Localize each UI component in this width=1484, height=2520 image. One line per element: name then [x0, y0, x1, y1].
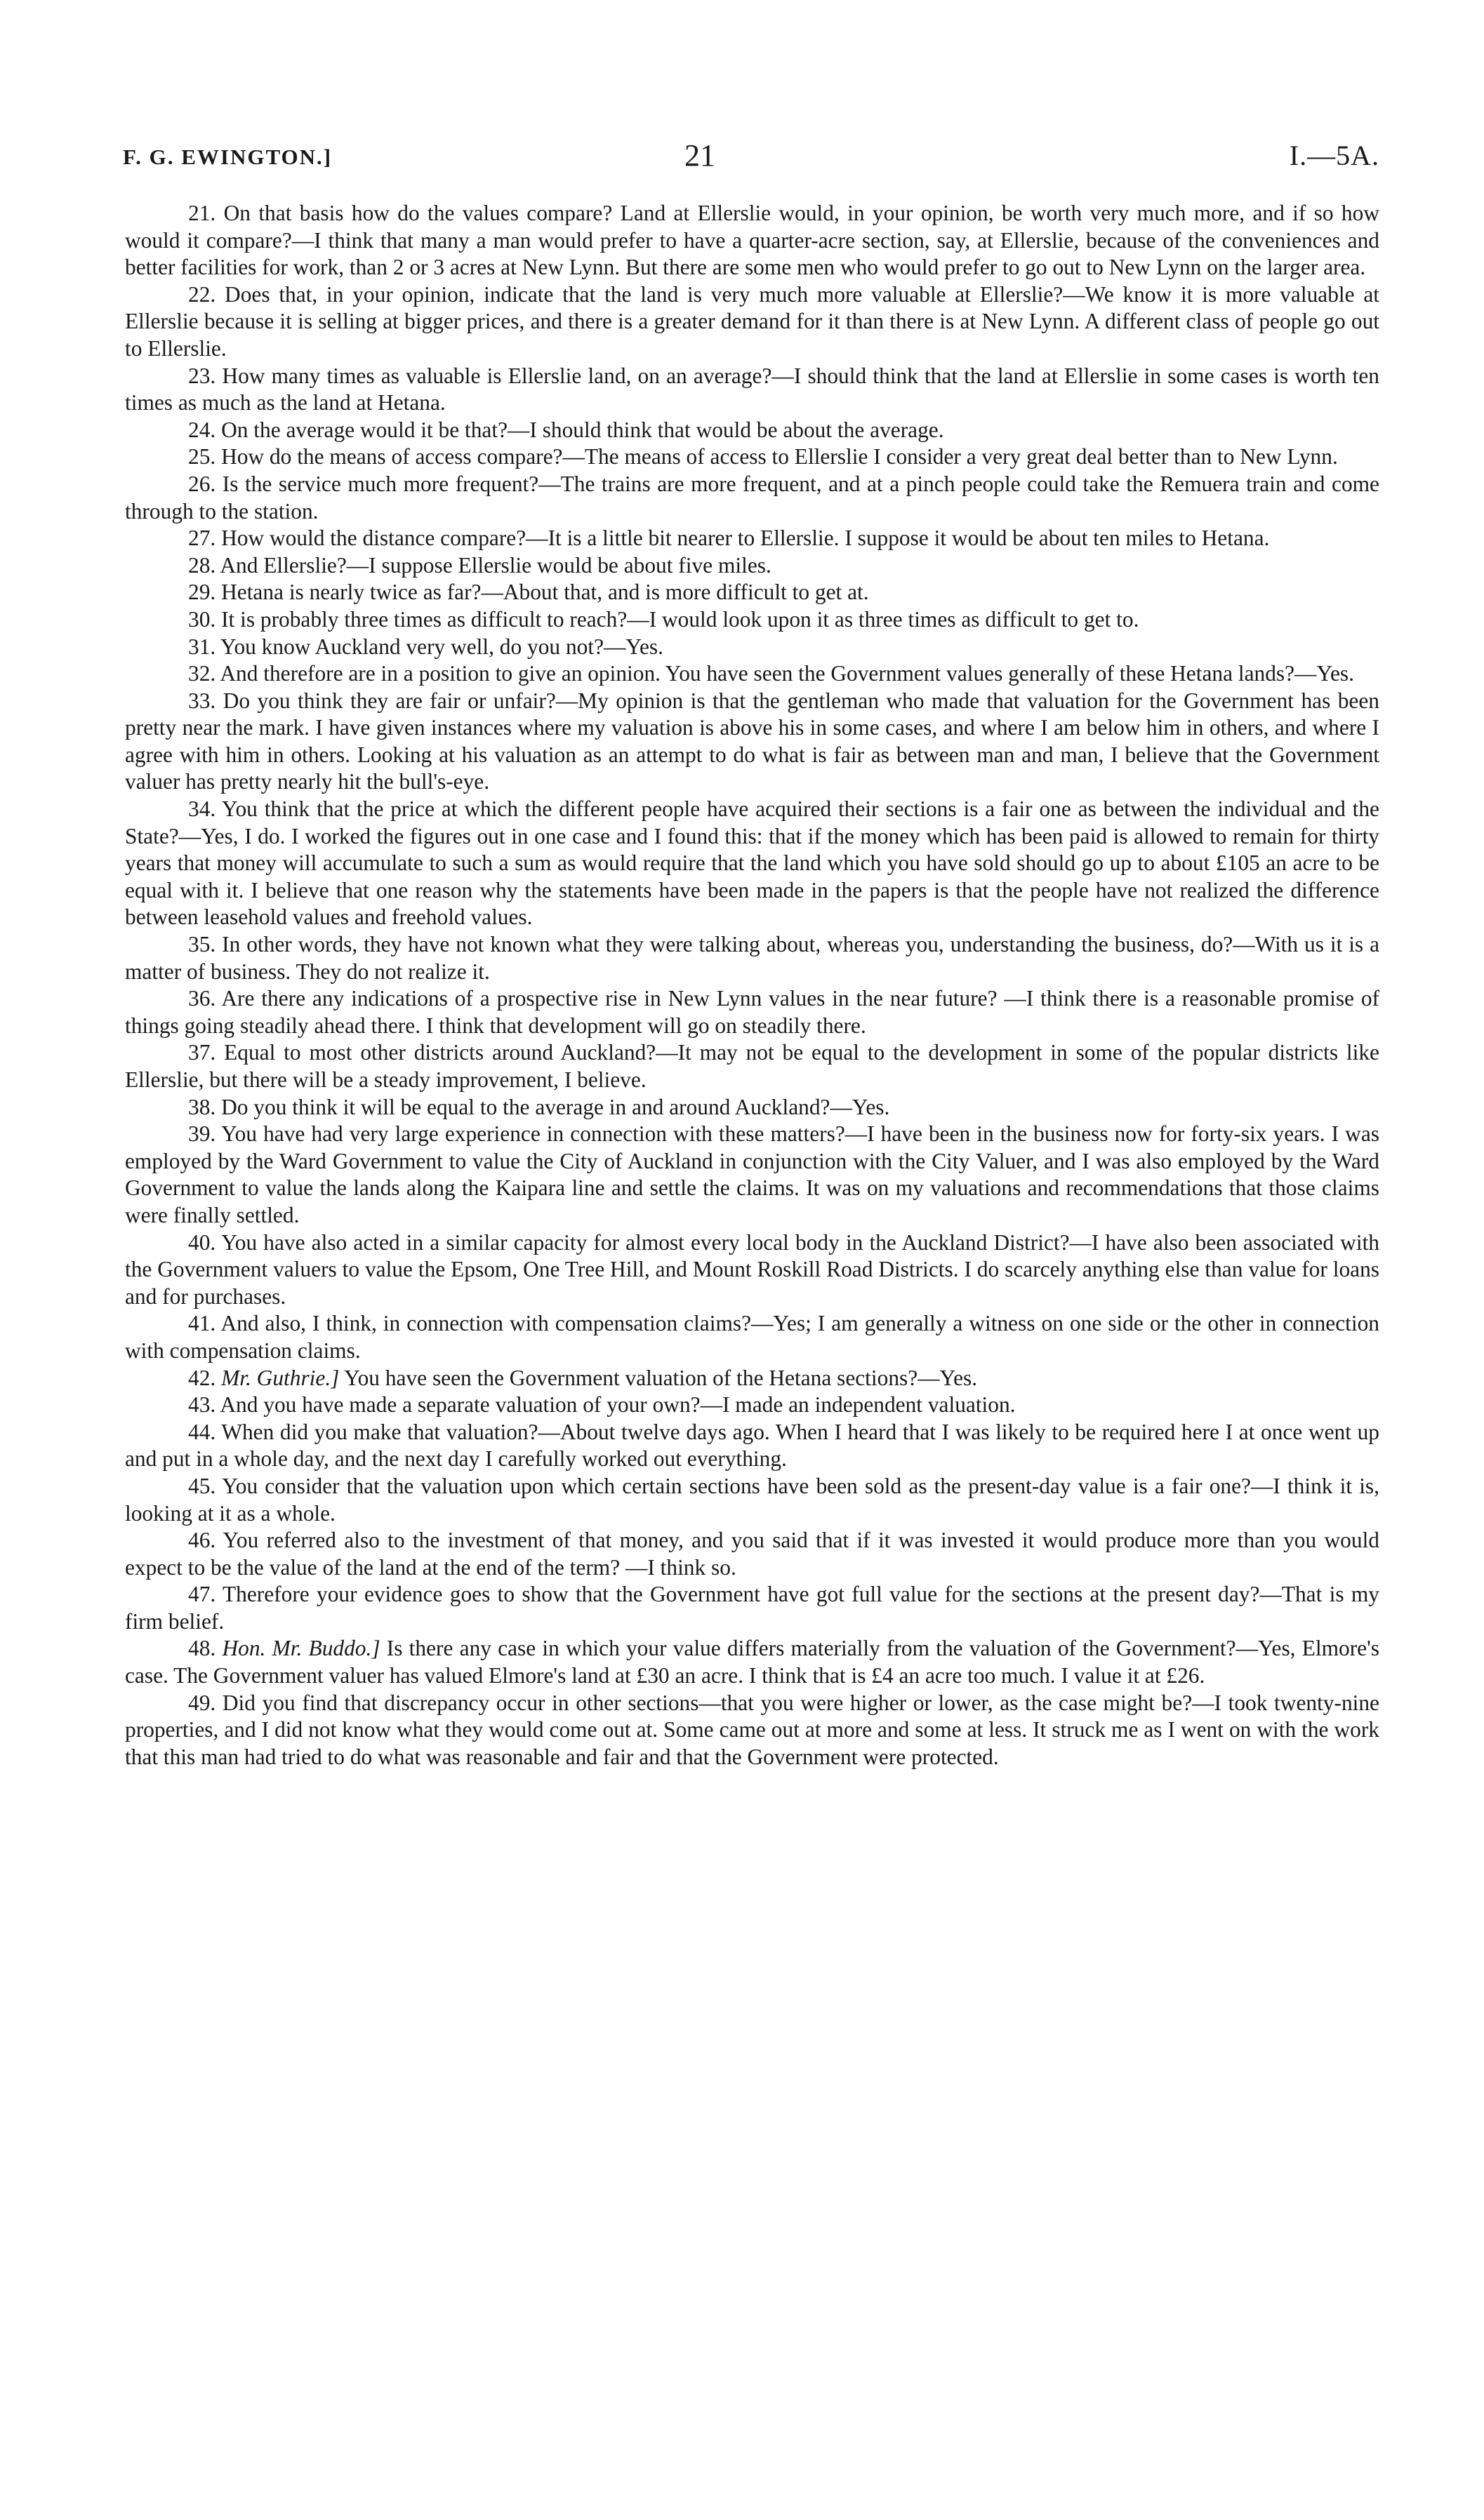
- transcript-paragraph: [125, 1365, 1379, 1392]
- transcript-paragraph: [125, 1635, 1379, 1689]
- page-header: [123, 138, 1379, 180]
- transcript-paragraph: 27. How would the distance compare?—It is a little bit nearer to Ellerslie. I suppose it would be about ten miles to Hetana.: [188, 526, 1270, 551]
- page-number: 21: [684, 138, 715, 173]
- transcript-paragraph: 23. How many times as valuable is Ellerslie land, on an average?—I should think that the land at Ellerslie in some cases is worth ten times as much as the land at Hetana.: [125, 363, 1379, 415]
- transcript-paragraph: 34. You think that the price at which the different people have acquired their sections is a fair one as between the individual and the State?—Yes, I do. I worked the figures out in one case and I found this: that if the money which has been paid is allowed to remain for thirty years that money will accumulate to such a sum as would require that the land which you have sold should go up to about £105 an acre to be equal with it. I believe that one reason why the statements have been made in the papers is that the people have not realized the difference between leasehold values and freehold values.: [125, 796, 1379, 930]
- transcript-paragraph: 25. How do the means of access compare?—The means of access to Ellerslie I consider a very great deal better than to New Lynn.: [188, 444, 1338, 469]
- transcript-paragraph: 46. You referred also to the investment of that money, and you said that if it was invested it would produce more than you would expect to be the value of the land at the end of the term? —I think so.: [125, 1528, 1379, 1580]
- transcript-body: [125, 200, 1379, 1771]
- paragraph-text: You have seen the Government valuation of the Hetana sections?—Yes.: [344, 1365, 978, 1390]
- transcript-paragraph: 36. Are there any indications of a prospective rise in New Lynn values in the near future? —I think there is a reasonable promise of things going steadily ahead there. I think that development will go on steadily there.: [125, 986, 1379, 1038]
- transcript-paragraph: 28. And Ellerslie?—I suppose Ellerslie would be about five miles.: [188, 552, 771, 578]
- transcript-paragraph: 40. You have also acted in a similar capacity for almost every local body in the Auckland District?—I have also been associated with the Government valuers to value the Epsom, One Tree Hill, and Mount Roskill Road Districts. I do scarcely anything else than value for loans and for purchases.: [125, 1229, 1379, 1309]
- transcript-paragraph: 39. You have had very large experience in connection with these matters?—I have been in the business now for forty-six years. I was employed by the Ward Government to value the City of Auckland in conjunction with the City Valuer, and I was also employed by the Ward Government to value the lands along the Kaipara line and settle the claims. It was on my valuations and recommendations that those claims were finally settled.: [125, 1121, 1379, 1227]
- transcript-paragraph: 43. And you have made a separate valuation of your own?—I made an independent valuation.: [188, 1392, 1016, 1418]
- transcript-paragraph: 32. And therefore are in a position to give an opinion. You have seen the Government values generally of these Hetana lands?—Yes.: [188, 661, 1354, 686]
- transcript-paragraph: 41. And also, I think, in connection with compensation claims?—Yes; I am generally a witness on one side or the other in connection with compensation claims.: [125, 1311, 1379, 1363]
- transcript-paragraph: 29. Hetana is nearly twice as far?—About that, and is more difficult to get at.: [188, 580, 869, 605]
- transcript-paragraph: 49. Did you find that discrepancy occur in other sections—that you were higher or lower, as the case might be?—I took twenty-nine properties, and I did not know what they would come out at. Some came out at more and some at less. It struck me as I went on with the work that this man had tried to do what was reasonable and fair and that the Government were protected.: [125, 1690, 1379, 1769]
- transcript-paragraph: 37. Equal to most other districts around Auckland?—It may not be equal to the development in some of the popular districts like Ellerslie, but there will be a steady improvement, I believe.: [125, 1040, 1379, 1092]
- transcript-paragraph: 30. It is probably three times as difficult to reach?—I would look upon it as three times as difficult to get to.: [188, 606, 1139, 632]
- transcript-paragraph: 45. You consider that the valuation upon which certain sections have been sold as the present-day value is a fair one?—I think it is, looking at it as a whole.: [125, 1473, 1379, 1526]
- speaker-name: Mr. Guthrie.]: [221, 1365, 340, 1390]
- speaker-name: Hon. Mr. Buddo.]: [222, 1636, 380, 1661]
- witness-name: F. G. EWINGTON.]: [123, 145, 333, 169]
- paragraph-text: Is there any case in which your value differs materially from the valuation of the Government?—Yes, Elmore's case. The Government valuer has valued Elmore's land at £30 an acre. I think that is £4 an acre too much. I value it at £26.: [125, 1636, 1379, 1688]
- question-number: 48.: [188, 1636, 223, 1661]
- transcript-paragraph: 21. On that basis how do the values compare? Land at Ellerslie would, in your opinion, be worth very much more, and if so how would it compare?—I think that many a man would prefer to have a quarter-acre section, say, at Ellerslie, because of the conveniences and better facilities for work, than 2 or 3 acres at New Lynn. But there are some men who would prefer to go out to New Lynn on the larger area.: [125, 201, 1379, 280]
- transcript-paragraph: 31. You know Auckland very well, do you not?—Yes.: [188, 634, 663, 659]
- transcript-paragraph: 33. Do you think they are fair or unfair?—My opinion is that the gentleman who made that valuation for the Government has been pretty near the mark. I have given instances where my valuation is above his in some cases, and where I am below him in others, and where I agree with him in others. Looking at his valuation as an attempt to do what is fair as between man and man, I believe that the Government valuer has pretty nearly hit the bull's-eye.: [125, 688, 1379, 794]
- paper-reference: I.—5A.: [1289, 140, 1379, 171]
- transcript-paragraph: 26. Is the service much more frequent?—The trains are more frequent, and at a pinch people could take the Remuera train and come through to the station.: [125, 471, 1379, 524]
- transcript-paragraph: 38. Do you think it will be equal to the average in and around Auckland?—Yes.: [188, 1094, 890, 1119]
- transcript-paragraph: 35. In other words, they have not known what they were talking about, whereas you, understanding the business, do?—With us it is a matter of business. They do not realize it.: [125, 932, 1379, 984]
- transcript-paragraph: 47. Therefore your evidence goes to show that the Government have got full value for the sections at the present day?—That is my firm belief.: [125, 1582, 1379, 1634]
- transcript-paragraph: 24. On the average would it be that?—I should think that would be about the average.: [188, 417, 944, 442]
- question-number: 42.: [188, 1365, 222, 1390]
- transcript-paragraph: 44. When did you make that valuation?—About twelve days ago. When I heard that I was likely to be required here I at once went up and put in a whole day, and the next day I carefully worked out everything.: [125, 1419, 1379, 1472]
- transcript-paragraph: 22. Does that, in your opinion, indicate that the land is very much more valuable at Ellerslie?—We know it is more valuable at Ellerslie because it is selling at bigger prices, and there is a greater demand for it than there is at New Lynn. A different class of people go out to Ellerslie.: [125, 281, 1379, 361]
